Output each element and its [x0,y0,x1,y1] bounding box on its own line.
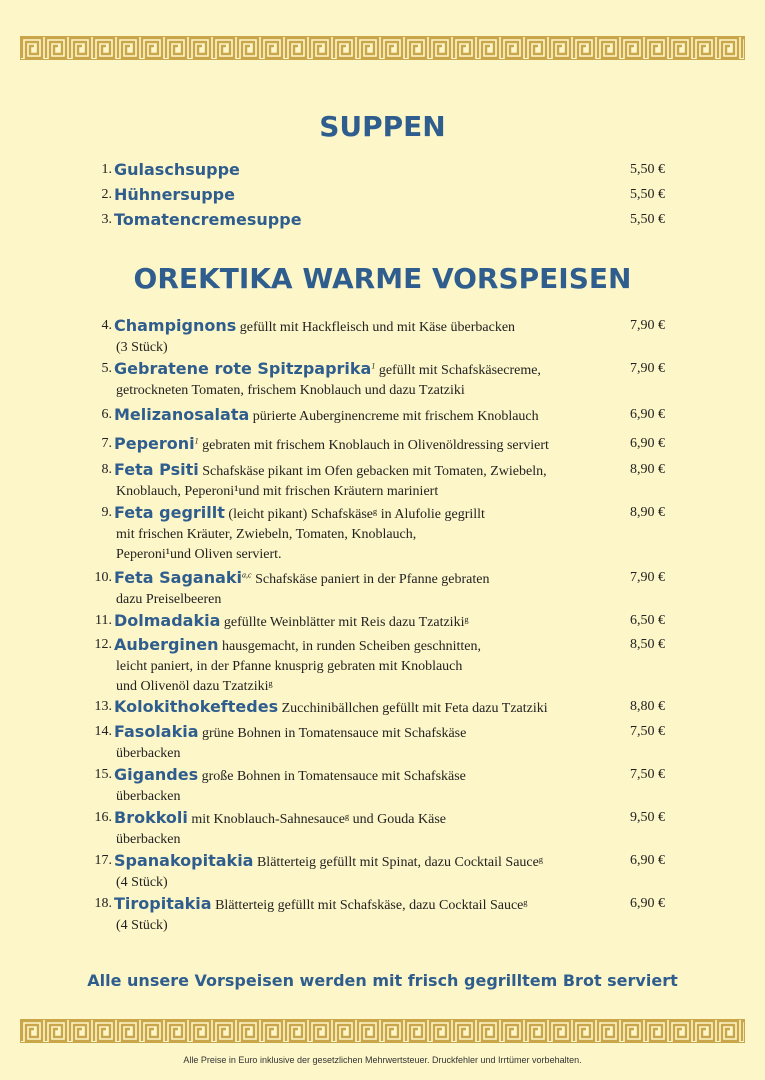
item-body [114,697,604,719]
item-description-continued: mit frischen Kräuter, Zwiebeln, Tomaten, Knoblauch, [116,527,417,542]
item-description-continued: überbacken [116,832,181,847]
greek-key-border-top [20,36,745,60]
item-number: 13. [94,699,112,714]
item-description-continued: überbacken [116,746,181,761]
item-price: 7,50 € [630,724,665,739]
item-description-continued: Knoblauch, Peperoni¹und mit frischen Kräutern mariniert [116,484,439,499]
item-name: Feta Psiti [114,460,199,479]
item-name: Melizanosalata [114,405,250,424]
item-name: Kolokithokeftedes [114,697,279,716]
item-number: 4. [101,318,112,333]
item-description: mit Knoblauch-Sahnesauceᵍ und Gouda Käse [191,812,446,827]
item-name: Feta gegrillt [114,503,225,522]
item-number: 17. [94,853,112,868]
item-price: 8,90 € [630,462,665,477]
item-price: 5,50 € [630,162,665,177]
item-price: 8,50 € [630,637,665,652]
item-body [114,611,604,633]
item-name: Spanakopitakia [114,851,254,870]
item-number: 2. [101,187,112,202]
item-body [114,460,604,482]
item-name: Peperoni [114,434,195,453]
item-price: 7,90 € [630,570,665,585]
item-description: Blätterteig gefüllt mit Spinat, dazu Cocktail Sauceᵍ [256,855,544,870]
item-description-continued: (4 Stück) [116,875,168,890]
item-description-continued: (4 Stück) [116,918,168,933]
item-body [114,316,604,338]
item-price: 6,50 € [630,613,665,628]
item-number: 14. [94,724,112,739]
item-price: 7,90 € [630,318,665,333]
item-description: grüne Bohnen in Tomatensauce mit Schafskäse [202,726,467,741]
item-price: 6,90 € [630,853,665,868]
item-price: 5,50 € [630,212,665,227]
item-name: Tomatencremesuppe [114,210,302,229]
item-number: 18. [94,896,112,911]
item-number: 8. [101,462,112,477]
allergen-note: 1 [194,436,199,446]
item-body [114,185,604,207]
item-price: 6,90 € [630,896,665,911]
item-body [114,359,604,381]
item-name: Gebratene rote Spitzpaprika [114,359,372,378]
item-description-continued: dazu Preiselbeeren [116,592,222,607]
item-body [114,405,604,427]
item-number: 12. [94,637,112,652]
item-description: Schafskäse paniert in der Pfanne gebraten [255,572,490,587]
item-body [114,894,604,916]
item-body [114,635,604,657]
item-price: 5,50 € [630,187,665,202]
section-title-orektika: OREKTIKA WARME VORSPEISEN [133,262,632,295]
item-price: 7,50 € [630,767,665,782]
item-number: 16. [94,810,112,825]
bread-note: Alle unsere Vorspeisen werden mit frisch gegrilltem Brot serviert [87,971,678,990]
item-body [114,160,604,182]
item-description-continued: Peperoni¹und Oliven serviert. [116,547,282,562]
item-number: 10. [94,570,112,585]
item-description: hausgemacht, in runden Scheiben geschnitten, [222,639,481,654]
item-description: gebraten mit frischem Knoblauch in Olivenöldressing serviert [202,438,549,453]
section-title-suppen: SUPPEN [319,110,446,143]
item-body [114,808,604,830]
item-description: (leicht pikant) Schafskäseᵍ in Alufolie gegrillt [228,507,485,522]
item-number: 9. [101,505,112,520]
item-name: Feta Saganaki [114,568,243,587]
item-description-continued: leicht paniert, in der Pfanne knusprig gebraten mit Knoblauch [116,659,463,674]
item-description: pürierte Auberginencreme mit frischem Knoblauch [252,409,539,424]
item-description-continued: überbacken [116,789,181,804]
item-body [114,568,604,590]
item-description: Zucchinibällchen gefüllt mit Feta dazu Tzatziki [281,701,548,716]
allergen-note: a,c [242,570,252,580]
item-price: 8,90 € [630,505,665,520]
item-description: große Bohnen in Tomatensauce mit Schafskäse [201,769,466,784]
item-price: 9,50 € [630,810,665,825]
item-body [114,434,604,456]
item-description: gefüllt mit Schafskäsecreme, [378,363,541,378]
item-name: Fasolakia [114,722,199,741]
item-price: 7,90 € [630,361,665,376]
item-name: Champignons [114,316,237,335]
item-description: Blätterteig gefüllt mit Schafskäse, dazu Cocktail Sauceᵍ [215,898,528,913]
item-description-continued: und Olivenöl dazu Tzatzikiᵍ [116,679,273,694]
item-name: Hühnersuppe [114,185,235,204]
item-description: gefüllte Weinblätter mit Reis dazu Tzatzikiᵍ [223,615,469,630]
item-number: 3. [101,212,112,227]
item-name: Gulaschsuppe [114,160,240,179]
item-number: 5. [101,361,112,376]
item-name: Brokkoli [114,808,188,827]
fine-print: Alle Preise in Euro inklusive der gesetzlichen Mehrwertsteuer. Druckfehler und Irrtümer vorbehalten. [183,1055,582,1065]
item-number: 6. [101,407,112,422]
item-description: gefüllt mit Hackfleisch und mit Käse überbacken [239,320,516,335]
item-name: Dolmadakia [114,611,221,630]
item-number: 15. [94,767,112,782]
item-body [114,503,604,525]
item-body [114,765,604,787]
greek-key-border-bottom [20,1019,745,1043]
item-body [114,851,604,873]
item-price: 6,90 € [630,407,665,422]
item-description: Schafskäse pikant im Ofen gebacken mit Tomaten, Zwiebeln, [202,464,547,479]
item-price: 6,90 € [630,436,665,451]
item-description-continued: getrockneten Tomaten, frischem Knoblauch und dazu Tzatziki [116,383,465,398]
item-number: 1. [101,162,112,177]
item-name: Gigandes [114,765,199,784]
item-number: 11. [95,613,112,628]
item-body [114,722,604,744]
item-number: 7. [101,436,112,451]
item-description-continued: (3 Stück) [116,340,168,355]
item-price: 8,80 € [630,699,665,714]
item-name: Tiropitakia [114,894,212,913]
item-name: Auberginen [114,635,219,654]
item-body [114,210,604,232]
allergen-note: 1 [371,361,376,371]
